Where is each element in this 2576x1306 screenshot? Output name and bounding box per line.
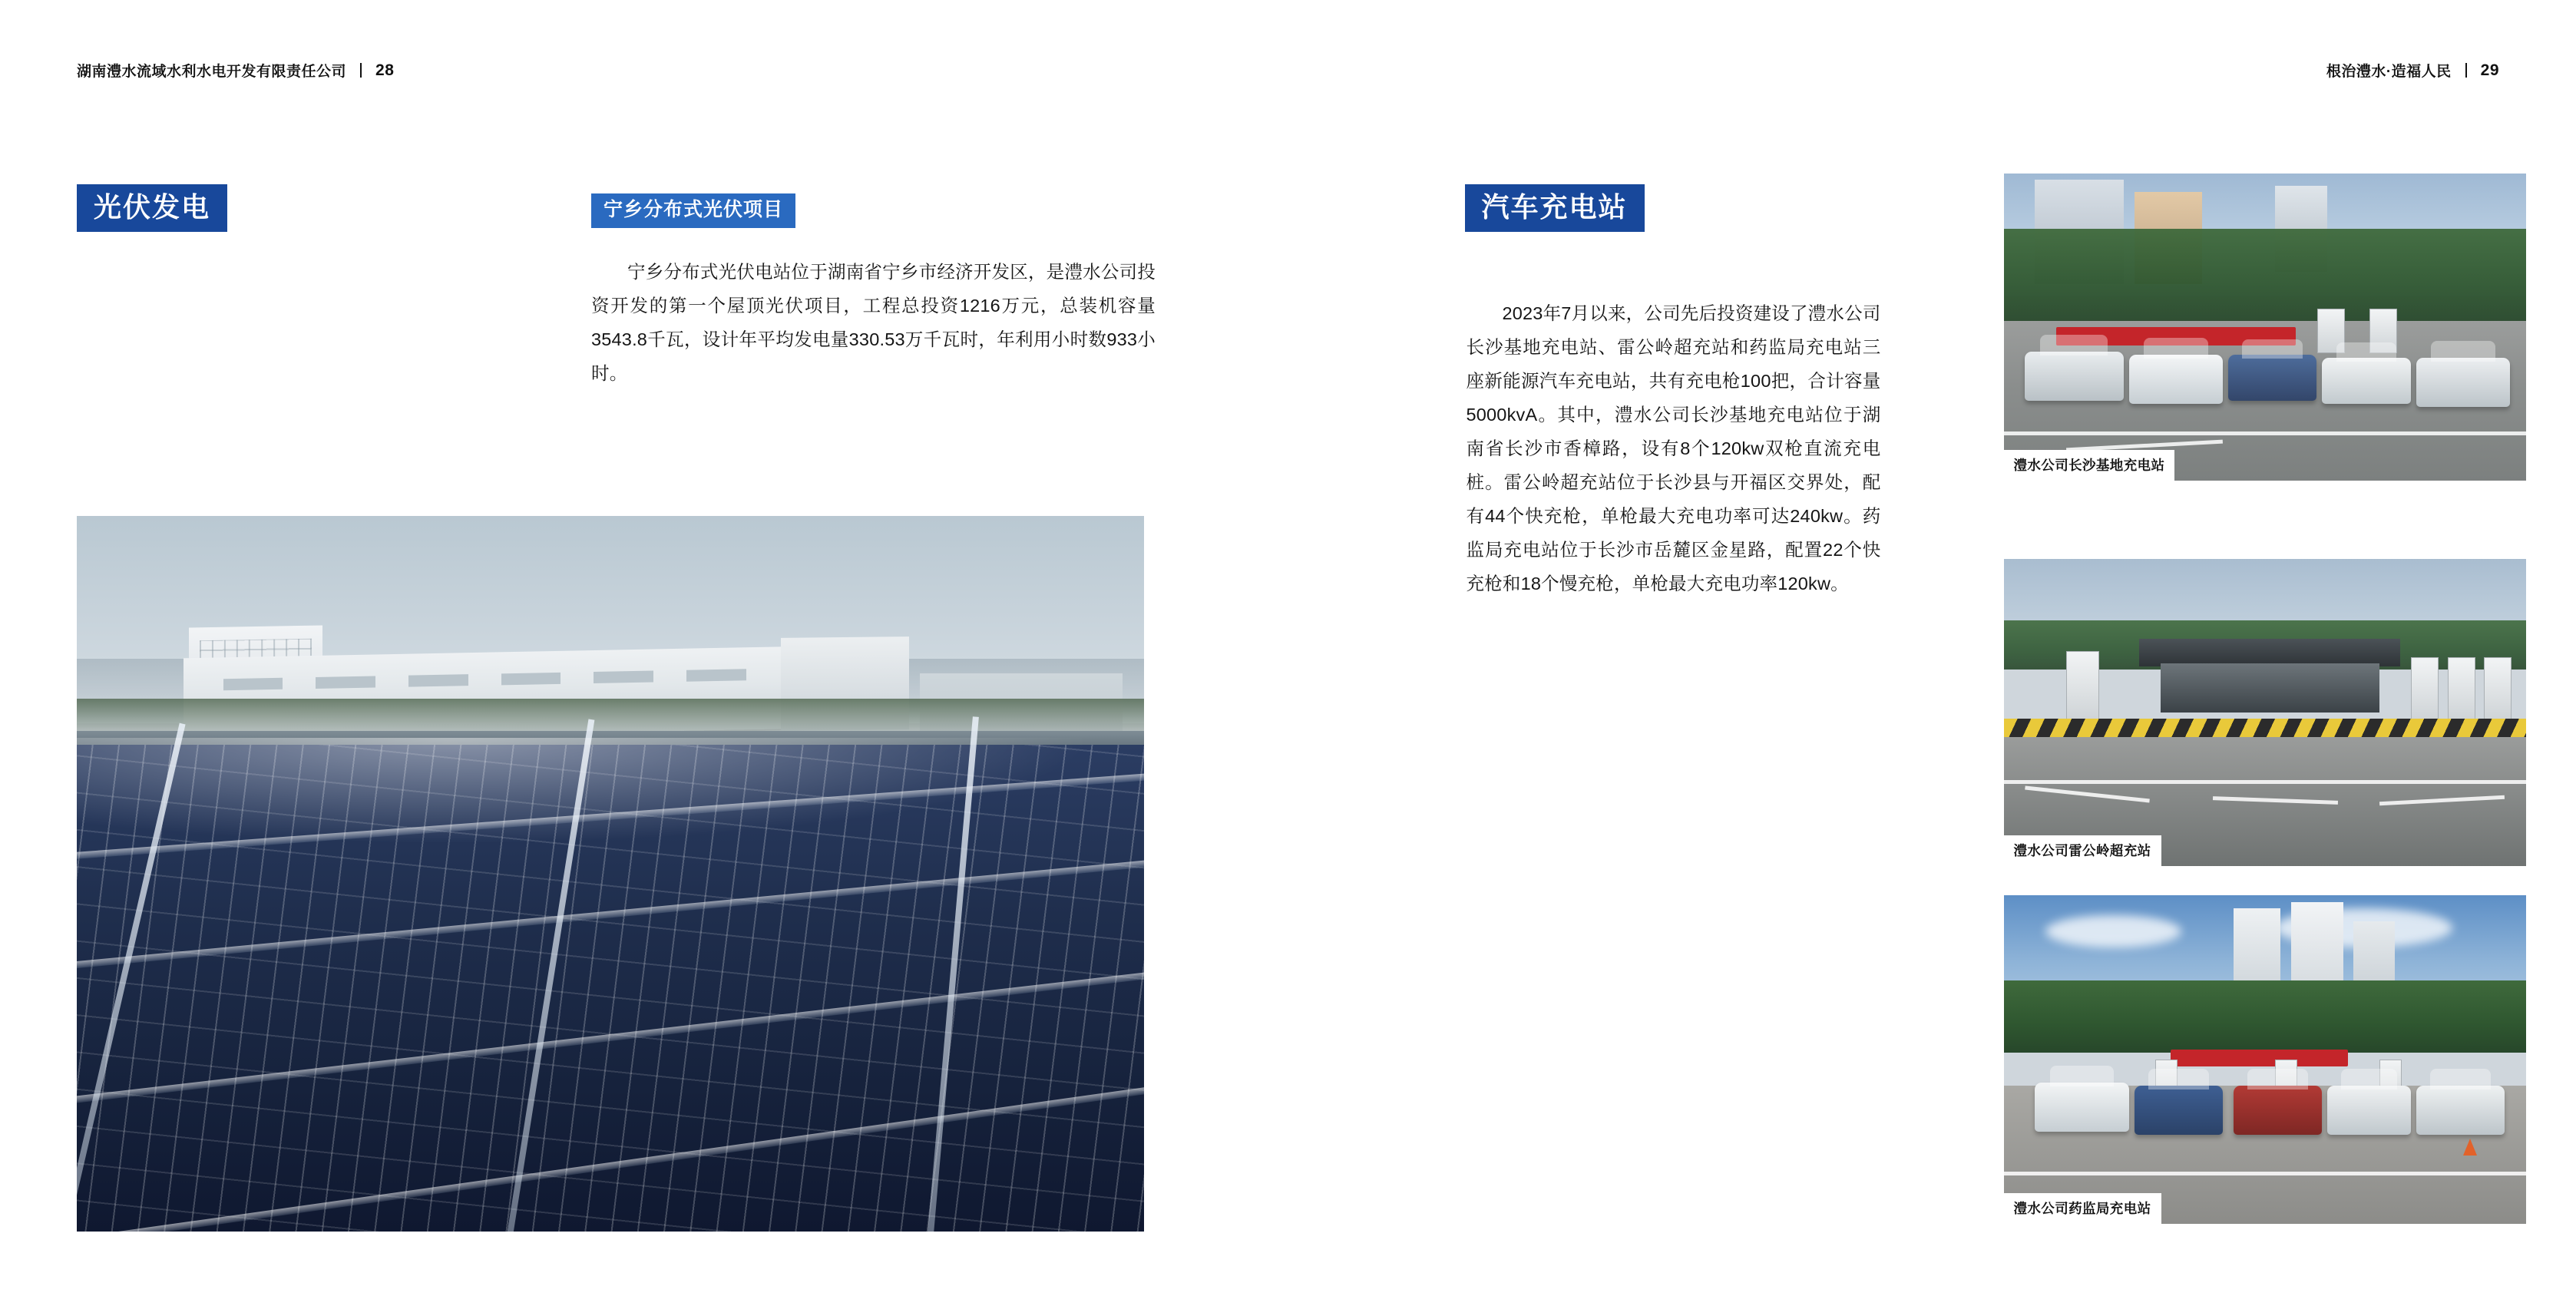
photo-car [2416, 358, 2510, 407]
photo-car [2228, 355, 2317, 401]
photo-caption: 澧水公司雷公岭超充站 [2004, 835, 2161, 866]
photo-charging-pile [2411, 657, 2439, 720]
photo-tree-line [2004, 980, 2526, 1053]
photo-window [316, 676, 375, 688]
photo-red-banner [2171, 1050, 2348, 1066]
photo-car [2322, 358, 2411, 404]
photo-traffic-cone [2463, 1139, 2477, 1156]
photo-solar-panels [77, 745, 1144, 1232]
photo-curb-stripe [2004, 719, 2526, 737]
photo-car [2327, 1086, 2411, 1135]
photo-tree-line [2004, 229, 2526, 321]
photo-lane-marking [2004, 1172, 2526, 1175]
photo-leigongling-station [2004, 559, 2526, 866]
photo-solar-array [77, 516, 1144, 1232]
photo-yaojianju-station [2004, 895, 2526, 1224]
photo-car [2035, 1083, 2128, 1132]
photo-scene [2004, 559, 2526, 866]
section-title-solar: 光伏发电 [77, 184, 227, 232]
running-head-left [77, 60, 394, 81]
body-text-left [591, 255, 1156, 390]
page-number-right: 29 [2480, 61, 2499, 79]
photo-car [2135, 1086, 2224, 1135]
running-head-divider [2465, 63, 2467, 78]
photo-tree-line [77, 699, 1144, 735]
photo-cloud [2045, 915, 2181, 948]
photo-charging-pile [2484, 657, 2512, 720]
photo-station-building [2161, 663, 2380, 713]
running-head-divider [360, 63, 362, 78]
photo-scene [2004, 174, 2526, 481]
body-paragraph-left: 宁乡分布式光伏电站位于湖南省宁乡市经济开发区，是澧水公司投资开发的第一个屋顶光伏项目，工程总投资1216万元，总装机容量3543.8千瓦，设计年平均发电量330.53万千瓦时，年利用小时数933小时。 [591, 262, 1156, 383]
photo-caption: 澧水公司药监局充电站 [2004, 1193, 2161, 1224]
photo-lane-marking [2004, 780, 2526, 784]
photo-car [2416, 1086, 2505, 1135]
photo-lane-marking [2004, 431, 2526, 435]
photo-caption: 澧水公司长沙基地充电站 [2004, 450, 2175, 481]
running-head-right-text: 根治澧水·造福人民 [2326, 64, 2452, 80]
photo-car [2234, 1086, 2323, 1135]
right-page [1288, 0, 2576, 1306]
running-head-left-text: 湖南澧水流域水利水电开发有限责任公司 [77, 64, 347, 80]
body-paragraph-right: 2023年7月以来，公司先后投资建设了澧水公司长沙基地充电站、雷公岭超充站和药监局充电站三座新能源汽车充电站，共有充电枪100把，合计容量5000kvA。其中，澧水公司长沙基地充电站位于湖南省长沙市香樟路，设有8个120kw双枪直流充电桩。雷公岭超充站位于长沙县与开福区交界处，配有44个快充枪，单枪最大充电功率可达240kw。药监局充电站位于长沙市岳麓区金星路，配置22个快充枪和18个慢充枪，单枪最大充电功率120kw。 [1466, 303, 1881, 593]
body-text-right [1467, 296, 1881, 600]
photo-window [594, 670, 653, 683]
photo-window [501, 673, 561, 685]
section-title-charging: 汽车充电站 [1465, 184, 1645, 232]
photo-window [686, 669, 746, 681]
photo-window [408, 674, 468, 686]
photo-window [223, 678, 283, 690]
photo-charging-pile [2066, 651, 2099, 720]
photo-station-canopy [2139, 639, 2400, 666]
photo-car [2025, 352, 2124, 401]
running-head-right [2326, 60, 2499, 81]
photo-changsha-base-station [2004, 174, 2526, 481]
photo-charging-pile [2448, 657, 2475, 720]
photo-car [2129, 355, 2223, 404]
photo-scene [2004, 895, 2526, 1224]
subsection-title-ningxiang: 宁乡分布式光伏项目 [591, 193, 795, 228]
page-number-left: 28 [375, 61, 395, 79]
